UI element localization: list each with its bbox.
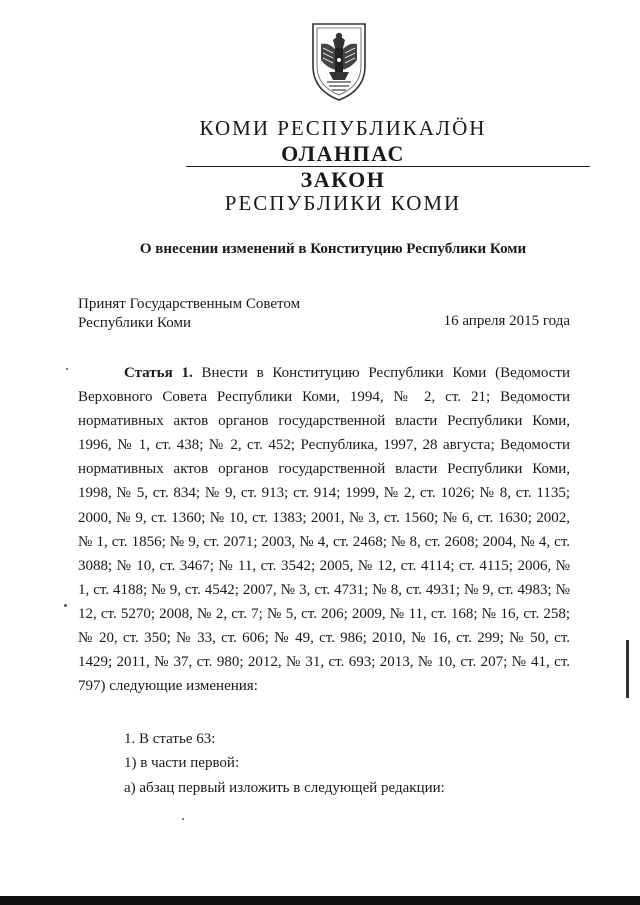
list-item: 1) в части первой: (124, 755, 240, 771)
coat-of-arms-icon (309, 20, 369, 102)
scan-speck (66, 368, 68, 370)
list-item: 1. В статье 63: (124, 731, 216, 747)
adoption-date: 16 апреля 2015 года (443, 313, 570, 329)
article-body (78, 361, 570, 698)
adoption-note (78, 295, 300, 333)
article-text: Внести в Конституцию Республики Коми (Ведомости Верховного Совета Республики Коми, 1994, № 2, ст. 21; Ведомости нормативных актов органов государственной власти Республики Коми, 1996, № 1, ст. 438; № 2, ст. 452; Республика, 1997, 28 августа; Ведомости нормативных актов органов государственной власти Республики Коми, 1998, № 5, ст. 834; № 9, ст. 913; ст. 914; 1999, № 2, ст. 1026; № 8, ст. 1135; 2000, № 9, ст. 1360; № 10, ст. 1383; 2001, № 3, ст. 1560; № 6, ст. 1630; 2002, № 1, ст. 1856; № 9, ст. 2071; 2003, № 4, ст. 2468; № 8, ст. 2608; 2004, № 4, ст. 3088; № 10, ст. 3467; № 11, ст. 3542; 2005, № 12, ст. 4114; ст. 4115; 2006, № 1, ст. 4188; № 9, ст. 4542; 2007, № 3, ст. 4731; № 8, ст. 4931; № 9, ст. 4983; № 12, ст. 5270; 2008, № 2, ст. 7; № 5, ст. 206; 2009, № 11, ст. 168; № 16, ст. 258; № 20, ст. 350; № 33, ст. 606; № 49, ст. 986; 2010, № 16, ст. 299; № 50, ст. 1429; 2011, № 37, ст. 980; 2012, № 31, ст. 693; 2013, № 10, ст. 207; № 41, ст. 797) следующие изменения: (78, 365, 570, 695)
list-item: а) абзац первый изложить в следующей редакции: (124, 780, 445, 796)
article-label: Статья 1. (124, 365, 193, 381)
header-komi-line: КОМИ РЕСПУБЛИКАЛӦН (199, 116, 487, 140)
article-paragraph (78, 361, 570, 698)
header-republic-line: РЕСПУБЛИКИ КОМИ (224, 191, 462, 215)
header-olanpas: ОЛАНПАС (281, 141, 405, 166)
scan-speck (182, 818, 184, 820)
adoption-line-1: Принят Государственным Советом (78, 296, 301, 312)
scan-bottom-edge (0, 896, 640, 905)
law-title: О внесении изменений в Конституцию Республики Коми (139, 241, 527, 257)
header-zakon: ЗАКОН (300, 167, 386, 192)
scan-edge-mark (626, 640, 629, 698)
scan-speck (64, 604, 67, 607)
adoption-line-2: Республики Коми (78, 315, 191, 331)
